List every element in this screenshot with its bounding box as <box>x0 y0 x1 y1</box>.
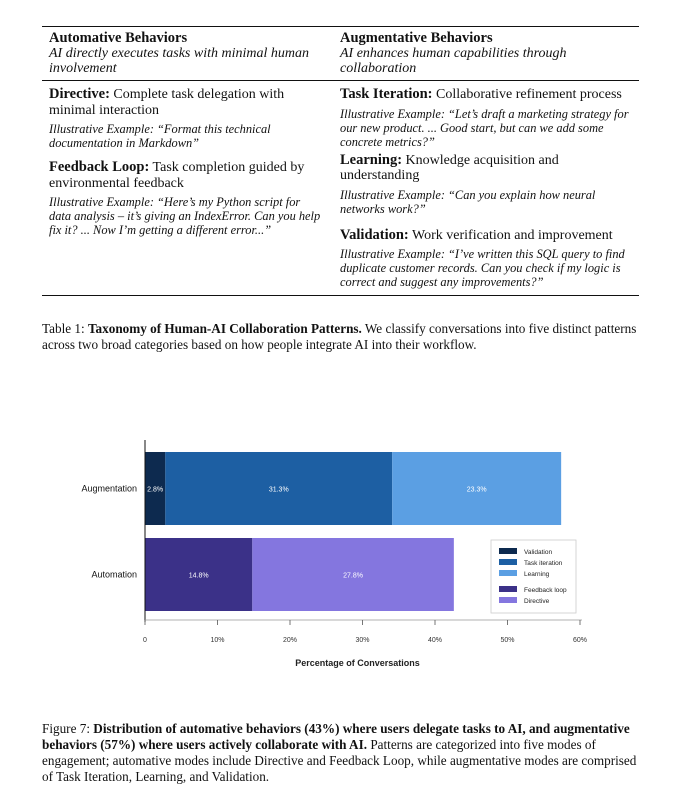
task-iteration-name: Task Iteration: <box>340 86 433 102</box>
task-iteration-example: Illustrative Example: “Let’s draft a marketing strategy for our new product. ... Good start, but can we add some concrete metrics?” <box>340 106 629 149</box>
category-label-automation: Automation <box>91 569 137 580</box>
legend-swatch-task-iteration <box>499 559 517 565</box>
legend-swatch-feedback-loop <box>499 586 517 592</box>
learning-example: Illustrative Example: “Can you explain how neural networks work?” <box>340 187 596 216</box>
feedback-loop-desc: Task completion guided by environmental feedback <box>49 160 305 191</box>
x-axis-title: Percentage of Conversations <box>295 658 420 668</box>
legend-label-feedback-loop: Feedback loop <box>524 587 567 594</box>
directive-desc: Complete task delegation with minimal interaction <box>49 87 285 118</box>
category-label-augmentation: Augmentation <box>81 483 137 494</box>
learning-name: Learning: <box>340 151 403 168</box>
x-tick-label: 10% <box>210 637 225 644</box>
legend-swatch-validation <box>499 548 517 554</box>
x-tick-label: 50% <box>500 637 515 644</box>
validation-example: Illustrative Example: “I’ve written this SQL query to find duplicate customer records. Can you check if my logic is correct and suggest any improvements?” <box>340 247 625 289</box>
figure-caption-label: Figure 7: <box>42 721 90 736</box>
x-tick-label: 0 <box>143 637 147 644</box>
directive-name: Directive: <box>49 86 110 102</box>
bar-label-learning: 23.3% <box>466 486 487 494</box>
bar-label-directive: 27.8% <box>343 572 364 580</box>
augmentative-subtitle: AI enhances human capabilities through collaboration <box>340 46 567 76</box>
validation-name: Validation: <box>340 226 409 243</box>
bar-label-validation: 2.8% <box>147 486 164 494</box>
figure-caption-bold: Distribution of automative behaviors (43%) where users delegate tasks to AI, and augmentative behaviors (57%) where users actively collaborate with AI. <box>42 721 630 752</box>
x-tick-label: 40% <box>427 637 443 644</box>
table-caption-text: We classify conversations into five distinct patterns across two broad categories based on how people integrate AI into their workflow. <box>42 321 637 352</box>
legend-swatch-directive <box>499 597 517 603</box>
x-tick-label: 20% <box>282 637 298 644</box>
legend-label-validation: Validation <box>524 549 553 556</box>
legend-label-task-iteration: Task iteration <box>524 560 563 567</box>
task-iteration-desc: Collaborative refinement process <box>436 87 622 102</box>
bar-label-feedback-loop: 14.8% <box>188 572 209 580</box>
legend-swatch-learning <box>499 570 517 576</box>
x-tick-label: 60% <box>572 637 588 644</box>
chart-layer <box>81 440 587 668</box>
bar-label-task-iteration: 31.3% <box>268 486 289 494</box>
figure-caption <box>42 721 642 785</box>
automative-subtitle: AI directly executes tasks with minimal human involvement <box>49 46 309 76</box>
legend-label-directive: Directive <box>524 598 550 605</box>
table-caption-label: Table 1: <box>42 321 85 336</box>
automative-title: Automative Behaviors <box>49 30 188 46</box>
feedback-loop-name: Feedback Loop: <box>49 159 150 175</box>
figure-caption-text: Patterns are categorized into five modes of engagement; automative modes include Directive and Feedback Loop, while augmentative modes are comprised of Task Iteration, Learning, and Validation. <box>42 737 637 784</box>
x-tick-label: 30% <box>355 637 370 644</box>
feedback-loop-example: Illustrative Example: “Here’s my Python script for data analysis – it’s giving an IndexError. Can you help fix it? ... Now I’m getting a different error...” <box>49 195 321 237</box>
learning-desc: Knowledge acquisition and understanding <box>340 152 559 183</box>
validation-desc: Work verification and improvement <box>412 227 613 243</box>
table-caption-bold: Taxonomy of Human-AI Collaboration Patterns. <box>87 321 362 336</box>
directive-example: Illustrative Example: “Format this technical documentation in Markdown” <box>49 122 271 150</box>
legend-label-learning: Learning <box>524 571 550 578</box>
augmentative-title: Augmentative Behaviors <box>340 30 493 46</box>
